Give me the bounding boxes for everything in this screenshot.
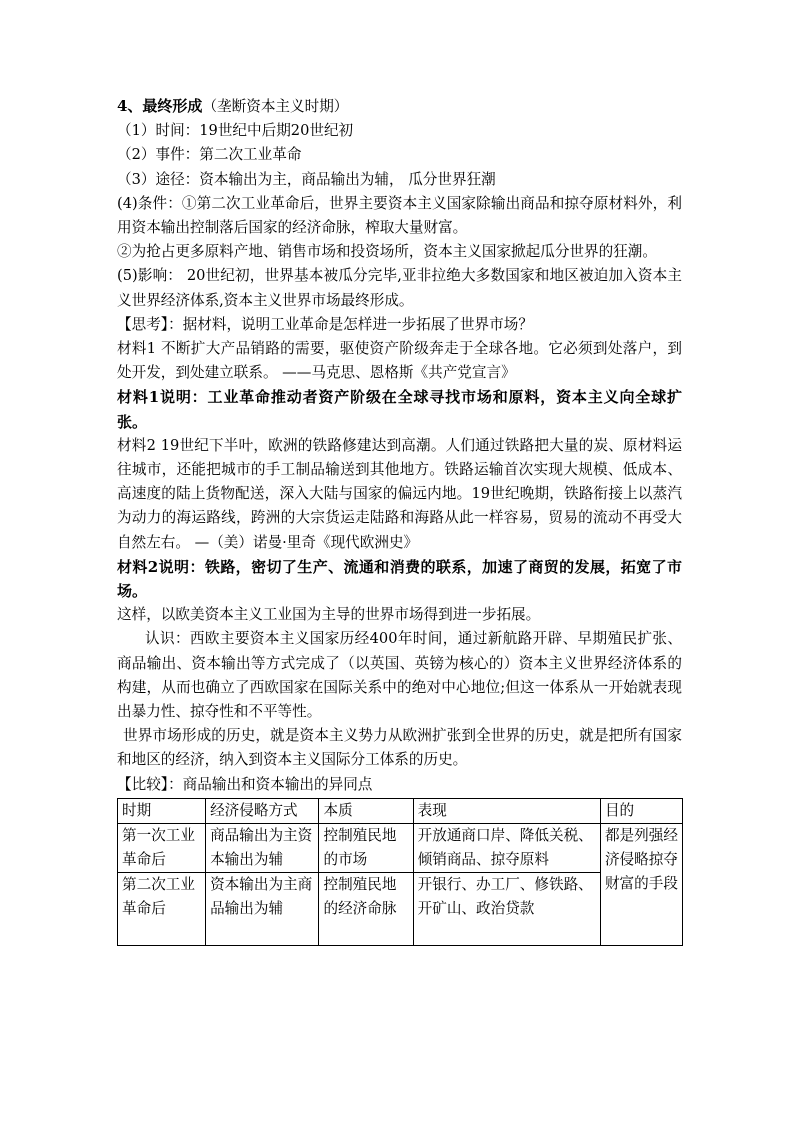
heading-note: （垄断资本主义时期） [202,98,349,115]
heading-title: 4、最终形成 [117,97,203,115]
table-row [118,872,683,945]
conclusion: 这样，以欧美资本主义工业国为主导的世界市场得到进一步拓展。 [117,606,541,624]
impact: (5)影响： 20世纪初，世界基本被瓜分完毕,亚非拉绝大多数国家和地区被迫加入资本主义世界经济体系,资本主义世界市场最终形成。 [117,267,682,309]
material-2: 材料2 19世纪下半叶，欧洲的铁路修建达到高潮。人们通过铁路把大量的炭、原材料运往城市，还能把城市的手工制品输送到其他地方。铁路运输首次实现大规模、低成本、高速度的陆上货物配送，深入大陆与国家的偏远内地。19世纪晚期，铁路衔接上以蒸汽为动力的海运路线，跨洲的大宗货运走陆路和海路从此一样容易，贸易的流动不再受大自然左右。 —（美）诺曼·里奇《现代欧洲史》 [117,436,682,551]
table-cell: 控制殖民地的经济命脉 [319,872,413,945]
comparison-table [117,798,683,946]
think-label: 【思考】：据材料，说明工业革命是怎样进一步拓展了世界市场？ [117,315,533,333]
item-time: （1）时间：19世纪中后期20世纪初 [117,122,354,140]
table-cell: 开放通商口岸、降低关税、倾销商品、掠夺原料 [413,823,600,872]
item-event: （2）事件：第二次工业革命 [117,146,302,164]
table-header-cell: 本质 [319,798,413,823]
table-cell-purpose: 都是列强经济侵略掠夺财富的手段 [600,823,682,945]
section-heading [117,94,682,119]
table-cell: 资本输出为主商品输出为辅 [206,872,319,945]
table-cell: 第一次工业革命后 [118,823,206,872]
compare-label: 【比较】：商品输出和资本输出的异同点 [117,775,373,793]
table-header-cell: 表现 [413,798,600,823]
material-1-note: 材料1说明：工业革命推动者资产阶级在全球寻找市场和原料，资本主义向全球扩张。 [117,388,682,431]
document-page [117,94,682,946]
table-header-cell: 时期 [118,798,206,823]
understanding-para-1: 认识：西欧主要资本主义国家历经400年时间，通过新航路开辟、早期殖民扩张、商品输出、资本输出等方式完成了（以英国、英镑为核心的）资本主义世界经济体系的构建，从而也确立了西欧国家在国际关系中的绝对中心地位;但这一体系从一开始就表现出暴力性、掠夺性和不平等性。 [117,630,682,721]
material-1: 材料1 不断扩大产品销路的需要，驱使资产阶级奔走于全球各地。它必须到处落户，到处开发，到处建立联系。 ——马克思、恩格斯《共产党宣言》 [117,340,682,382]
table-cell: 控制殖民地的市场 [319,823,413,872]
table-header-row [118,798,683,823]
table-header-cell: 经济侵略方式 [206,798,319,823]
item-path: （3）途径：资本输出为主，商品输出为辅， 瓜分世界狂潮 [117,170,496,188]
table-cell: 商品输出为主资本输出为辅 [206,823,319,872]
table-header-cell: 目的 [600,798,682,823]
table-cell: 开银行、办工厂、修铁路、开矿山、政治贷款 [413,872,600,945]
condition-1: (4)条件：①第二次工业革命后，世界主要资本主义国家除输出商品和掠夺原材料外，利用资本输出控制落后国家的经济命脉，榨取大量财富。 [117,194,682,237]
table-row [118,823,683,872]
table-cell: 第二次工业革命后 [118,872,206,945]
material-2-note: 材料2说明：铁路，密切了生产、流通和消费的联系，加速了商贸的发展，拓宽了市场。 [117,557,682,601]
condition-2: ②为抢占更多原料产地、销售市场和投资场所，资本主义国家掀起瓜分世界的狂潮。 [117,243,657,261]
understanding-para-2: 世界市场形成的历史，就是资本主义势力从欧洲扩张到全世界的历史，就是把所有国家和地区的经济，纳入到资本主义国际分工体系的历史。 [117,727,682,769]
